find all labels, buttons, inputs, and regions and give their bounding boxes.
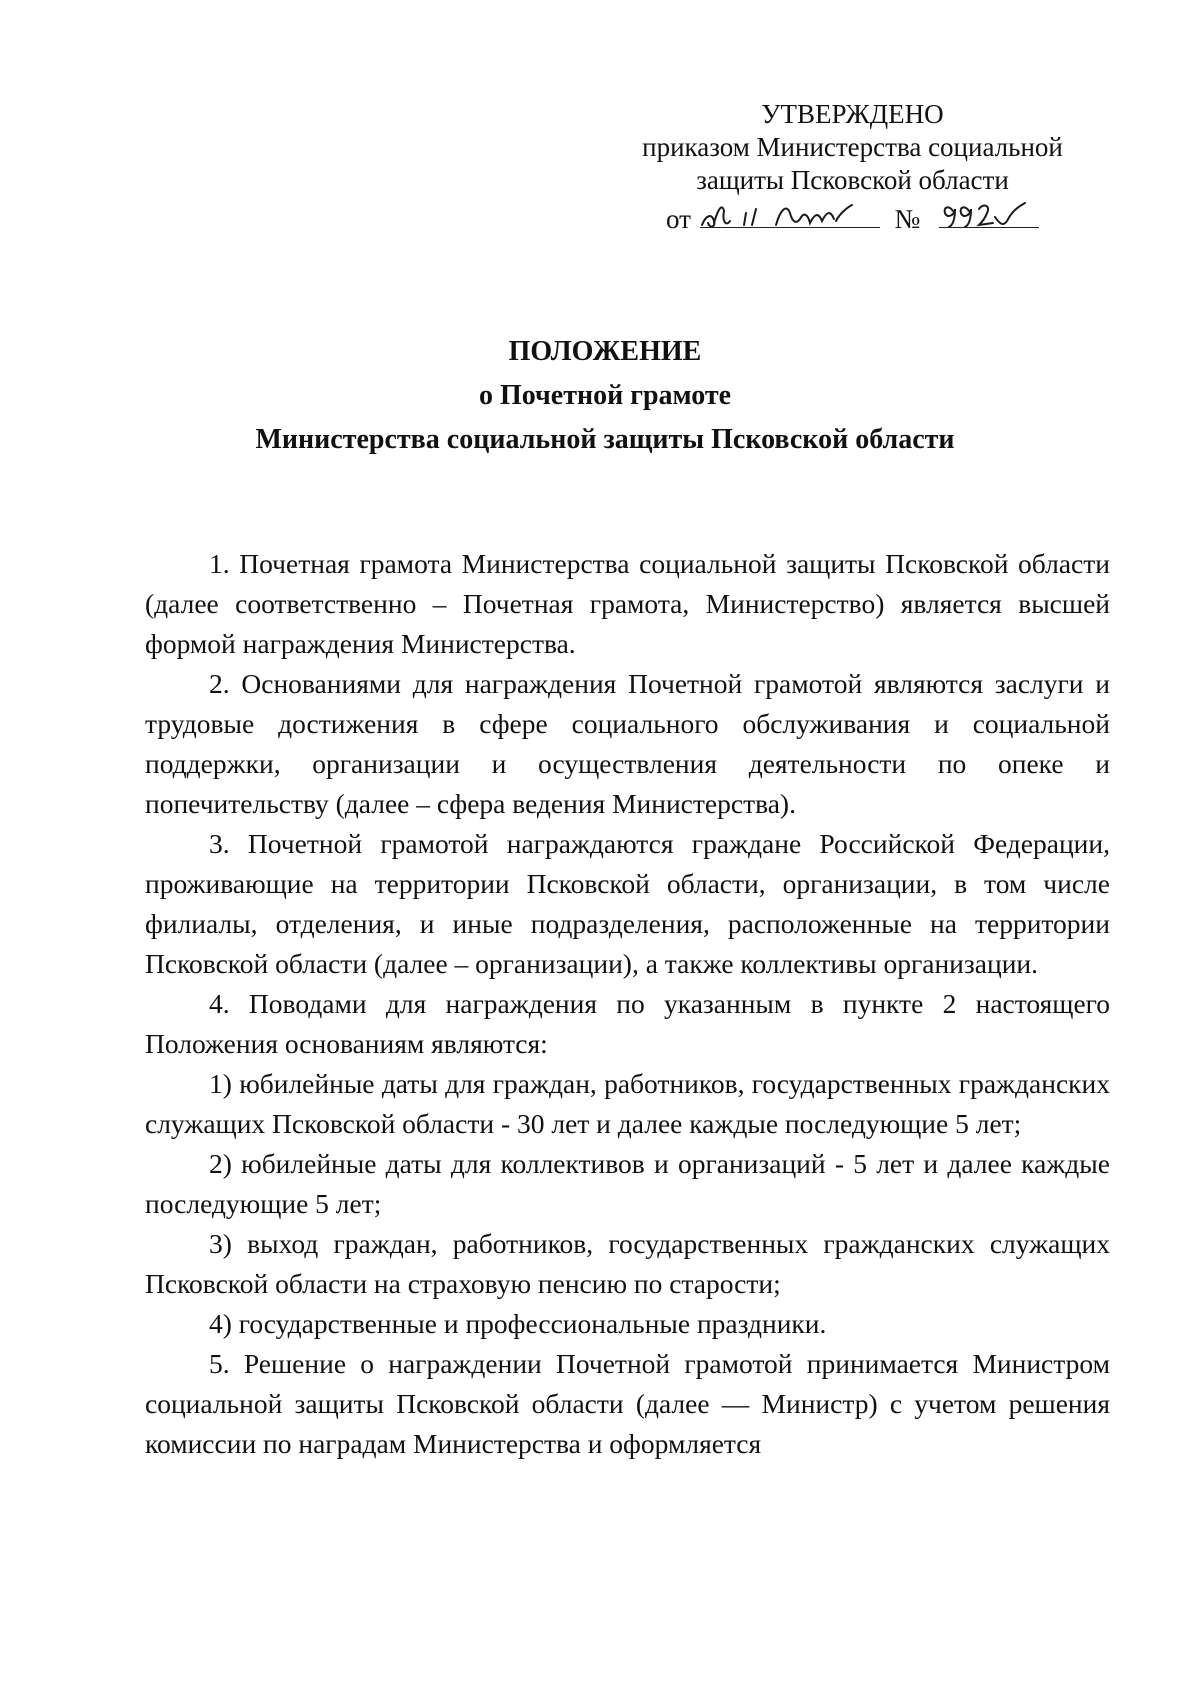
paragraph-4-item-2: 2) юбилейные даты для коллективов и организаций - 5 лет и далее каждые последующие 5 лет; bbox=[145, 1148, 1110, 1219]
approval-line-1: приказом Министерства социальной bbox=[642, 132, 1063, 162]
number-prefix: № bbox=[894, 204, 921, 234]
paragraph-5: 5. Решение о награждении Почетной грамотой принимается Министром социальной защиты Псковской области (далее — Министр) с учетом решения комиссии по наградам Министерства и оформляется bbox=[145, 1348, 1110, 1459]
title-line-1: ПОЛОЖЕНИЕ bbox=[508, 336, 702, 367]
date-prefix: от bbox=[666, 204, 691, 234]
document-title bbox=[60, 330, 1150, 462]
paragraph-4-item-4: 4) государственные и профессиональные праздники. bbox=[209, 1308, 827, 1339]
title-line-3: Министерства социальной защиты Псковской области bbox=[255, 424, 955, 455]
handwritten-number-signature bbox=[939, 197, 1039, 233]
paragraph-4-item-3: 3) выход граждан, работников, государственных гражданских служащих Псковской области на страховую пенсию по старости; bbox=[145, 1228, 1110, 1299]
approval-heading: УТВЕРЖДЕНО bbox=[761, 99, 944, 129]
title-line-2: о Почетной грамоте bbox=[478, 380, 732, 411]
handwritten-date-field bbox=[700, 197, 880, 228]
approval-line-2: защиты Псковской области bbox=[696, 165, 1009, 195]
approval-date-line bbox=[600, 197, 1105, 236]
document-body bbox=[145, 544, 1110, 1464]
handwritten-date-signature bbox=[700, 197, 880, 233]
paragraph-3: 3. Почетной грамотой награждаются граждане Российской Федерации, проживающие на территории Псковской области, организации, в том числе филиалы, отделения, и иные подразделения, расположенные на территории Псковской области (далее – организации), а также коллективы организации. bbox=[145, 828, 1110, 979]
paragraph-4: 4. Поводами для награждения по указанным в пункте 2 настоящего Положения основаниям являются: bbox=[145, 988, 1110, 1059]
handwritten-number-field bbox=[939, 197, 1039, 228]
paragraph-2: 2. Основаниями для награждения Почетной грамотой являются заслуги и трудовые достижения в сфере социального обслуживания и социальной поддержки, организации и осуществления деятельности по опеке и попечительству (далее – сфера ведения Министерства). bbox=[145, 668, 1110, 819]
paragraph-4-item-1: 1) юбилейные даты для граждан, работников, государственных гражданских служащих Псковской области - 30 лет и далее каждые последующие 5 лет; bbox=[145, 1068, 1110, 1139]
approval-stamp-block bbox=[600, 98, 1105, 236]
paragraph-1: 1. Почетная грамота Министерства социальной защиты Псковской области (далее соответственно – Почетная грамота, Министерство) является высшей формой награждения Министерства. bbox=[145, 548, 1110, 659]
